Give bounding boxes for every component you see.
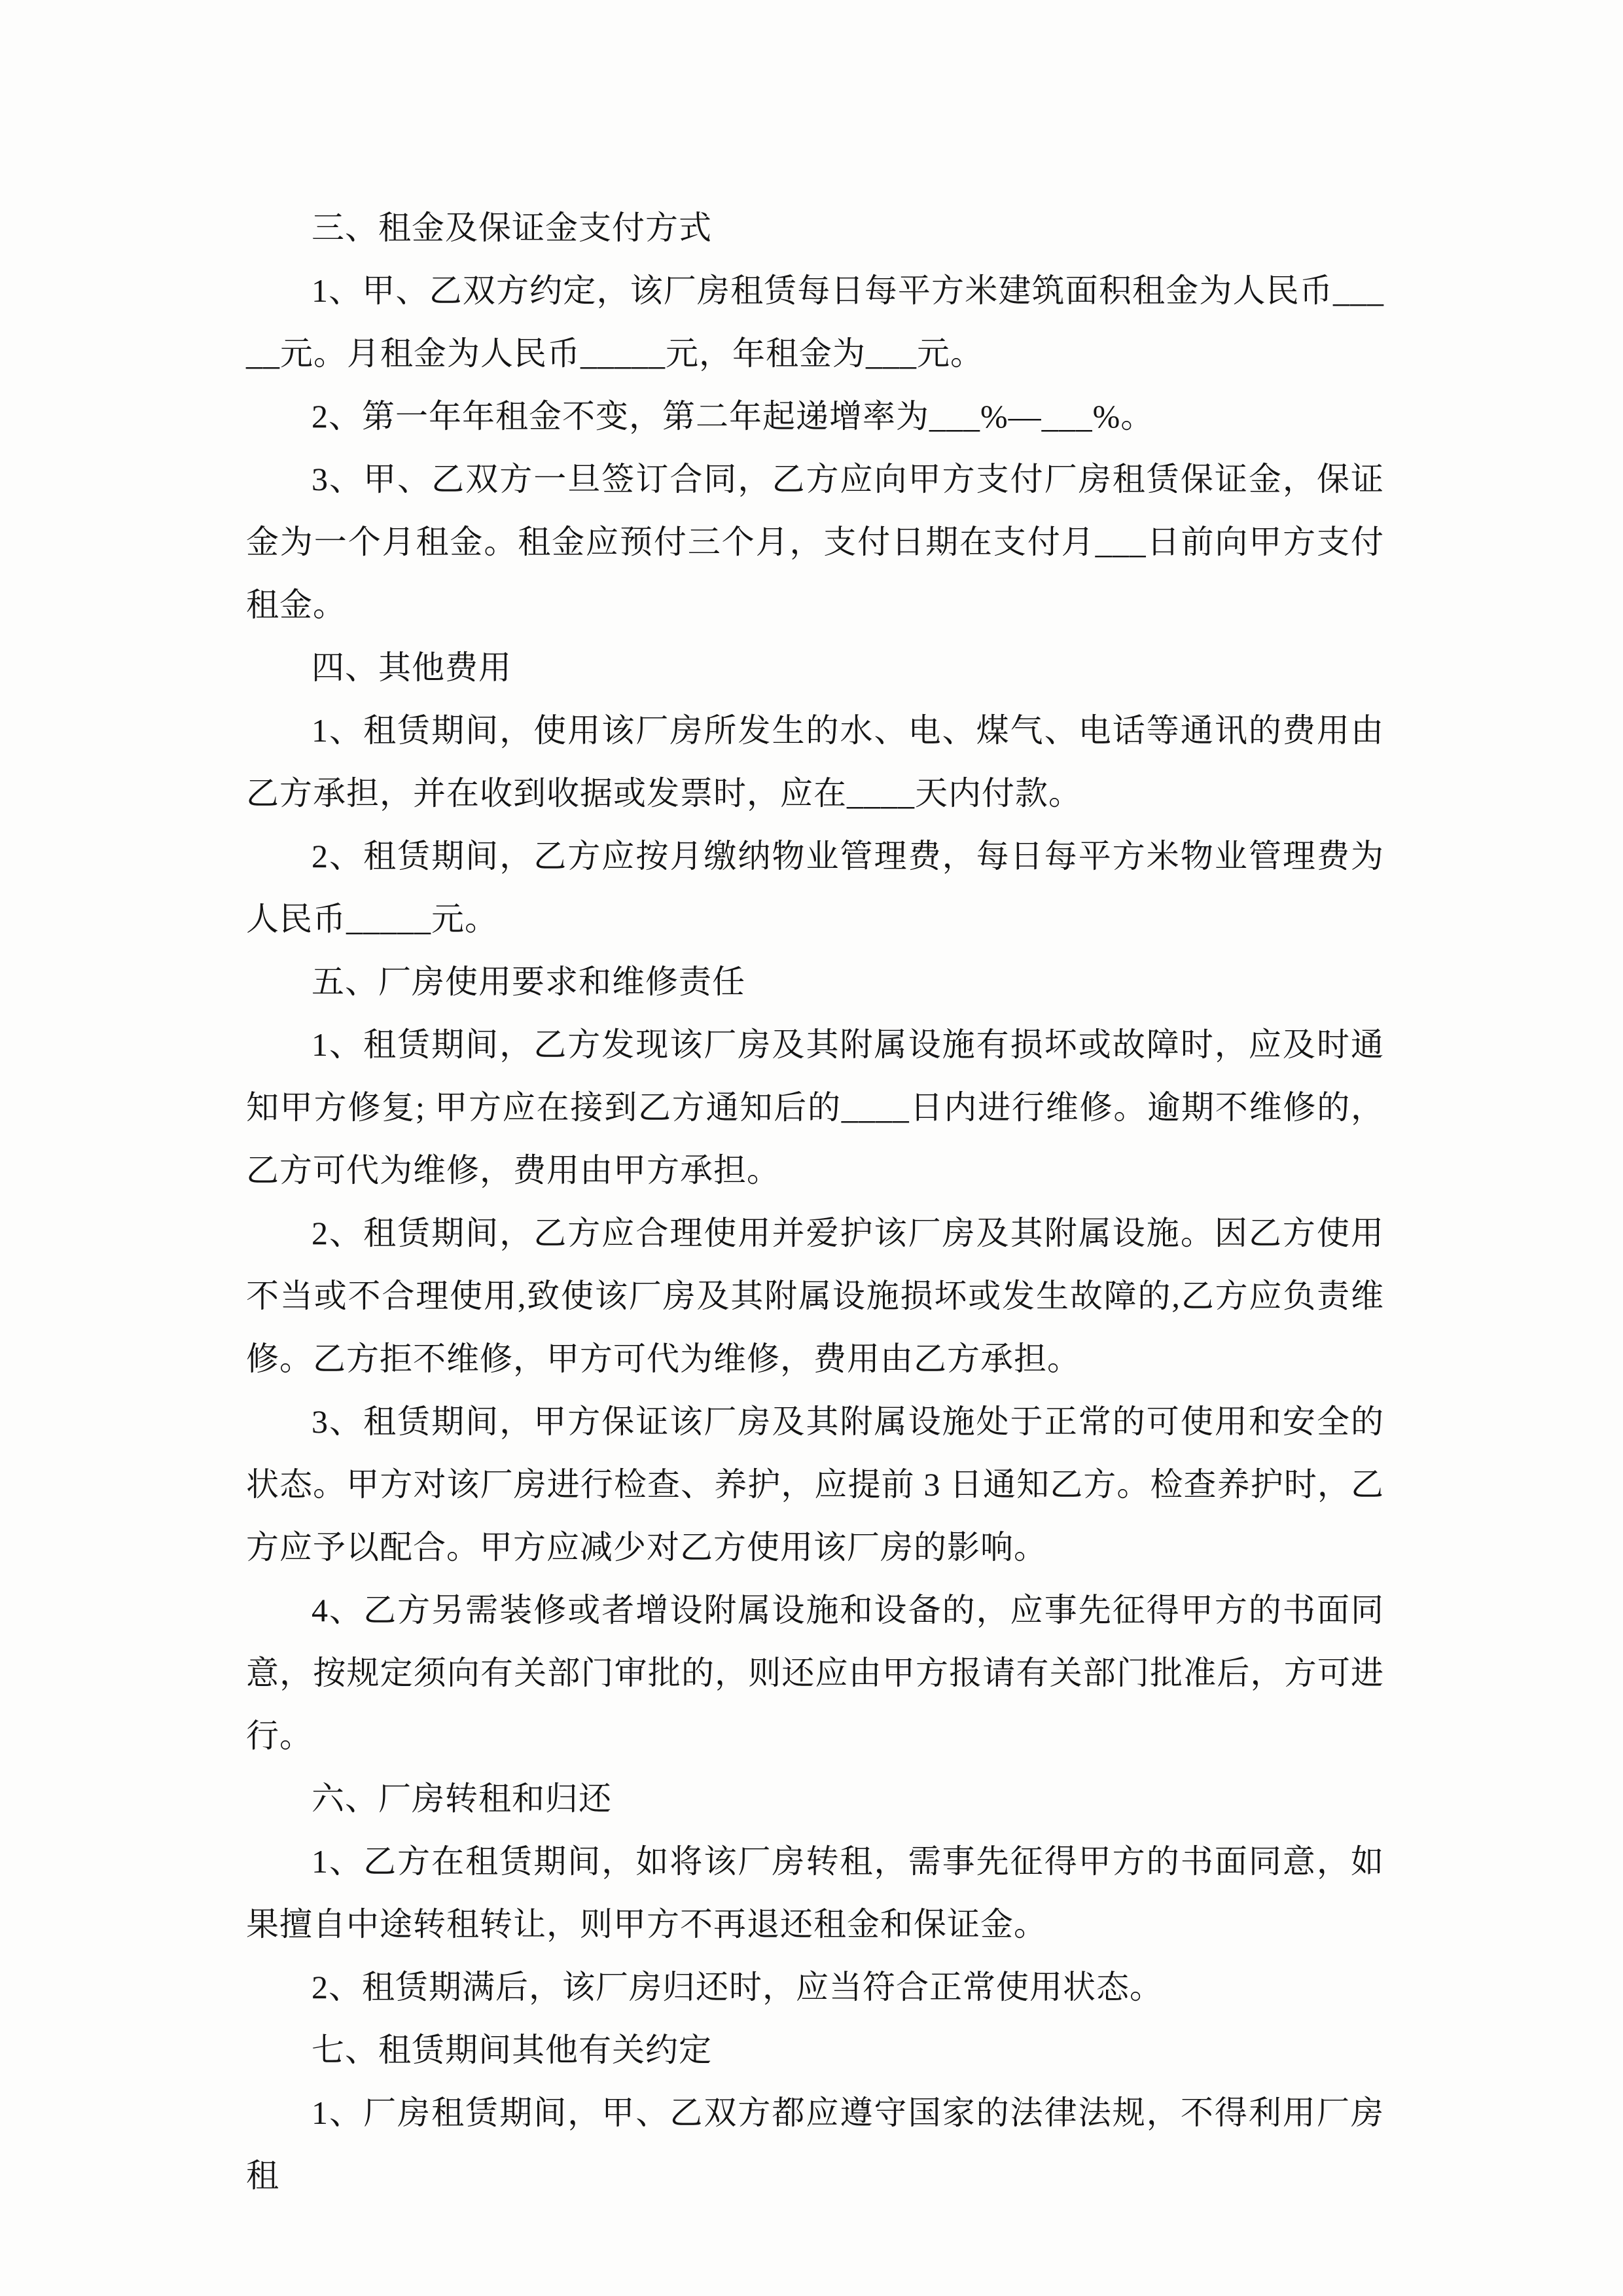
contract-paragraph: 2、租赁期满后，该厂房归还时，应当符合正常使用状态。	[312, 1969, 1163, 2005]
section-heading: 五、厂房使用要求和维修责任	[312, 963, 745, 1000]
contract-paragraph: 1、租赁期间，使用该厂房所发生的水、电、煤气、电话等通讯的费用由乙方承担，并在收到收据或发票时，应在____天内付款。	[246, 712, 1384, 812]
section-heading: 三、租金及保证金支付方式	[312, 209, 712, 246]
section-heading: 四、其他费用	[312, 649, 512, 686]
contract-paragraph: 1、租赁期间，乙方发现该厂房及其附属设施有损坏或故障时，应及时通知甲方修复; 甲方应在接到乙方通知后的____日内进行维修。逾期不维修的，乙方可代为维修，费用由甲方承担。	[246, 1026, 1384, 1189]
contract-body	[246, 196, 1384, 2207]
contract-paragraph: 2、租赁期间，乙方应合理使用并爱护该厂房及其附属设施。因乙方使用不当或不合理使用,致使该厂房及其附属设施损坏或发生故障的,乙方应负责维修。乙方拒不维修，甲方可代为维修，费用由乙方承担。	[246, 1215, 1384, 1377]
contract-paragraph: 1、甲、乙双方约定，该厂房租赁每日每平方米建筑面积租金为人民币_____元。月租金为人民币_____元，年租金为___元。	[246, 272, 1384, 372]
contract-paragraph: 3、甲、乙双方一旦签订合同，乙方应向甲方支付厂房租赁保证金，保证金为一个月租金。租金应预付三个月，支付日期在支付月___日前向甲方支付租金。	[246, 461, 1384, 623]
contract-paragraph: 1、厂房租赁期间，甲、乙双方都应遵守国家的法律法规，不得利用厂房租	[246, 2094, 1384, 2194]
contract-paragraph: 4、乙方另需装修或者增设附属设施和设备的，应事先征得甲方的书面同意，按规定须向有关部门审批的，则还应由甲方报请有关部门批准后，方可进行。	[246, 1592, 1384, 1754]
contract-paragraph: 3、租赁期间，甲方保证该厂房及其附属设施处于正常的可使用和安全的状态。甲方对该厂房进行检查、养护，应提前 3 日通知乙方。检查养护时，乙方应予以配合。甲方应减少对乙方使用该厂房的影响。	[246, 1403, 1384, 1566]
section-heading: 七、租赁期间其他有关约定	[312, 2032, 712, 2068]
contract-paragraph: 2、第一年年租金不变，第二年起递增率为___%—___%。	[312, 398, 1154, 435]
contract-paragraph: 1、乙方在租赁期间，如将该厂房转租，需事先征得甲方的书面同意，如果擅自中途转租转让，则甲方不再退还租金和保证金。	[246, 1843, 1384, 1943]
contract-paragraph: 2、租赁期间，乙方应按月缴纳物业管理费，每日每平方米物业管理费为人民币_____元。	[246, 838, 1384, 937]
section-heading: 六、厂房转租和归还	[312, 1780, 612, 1817]
